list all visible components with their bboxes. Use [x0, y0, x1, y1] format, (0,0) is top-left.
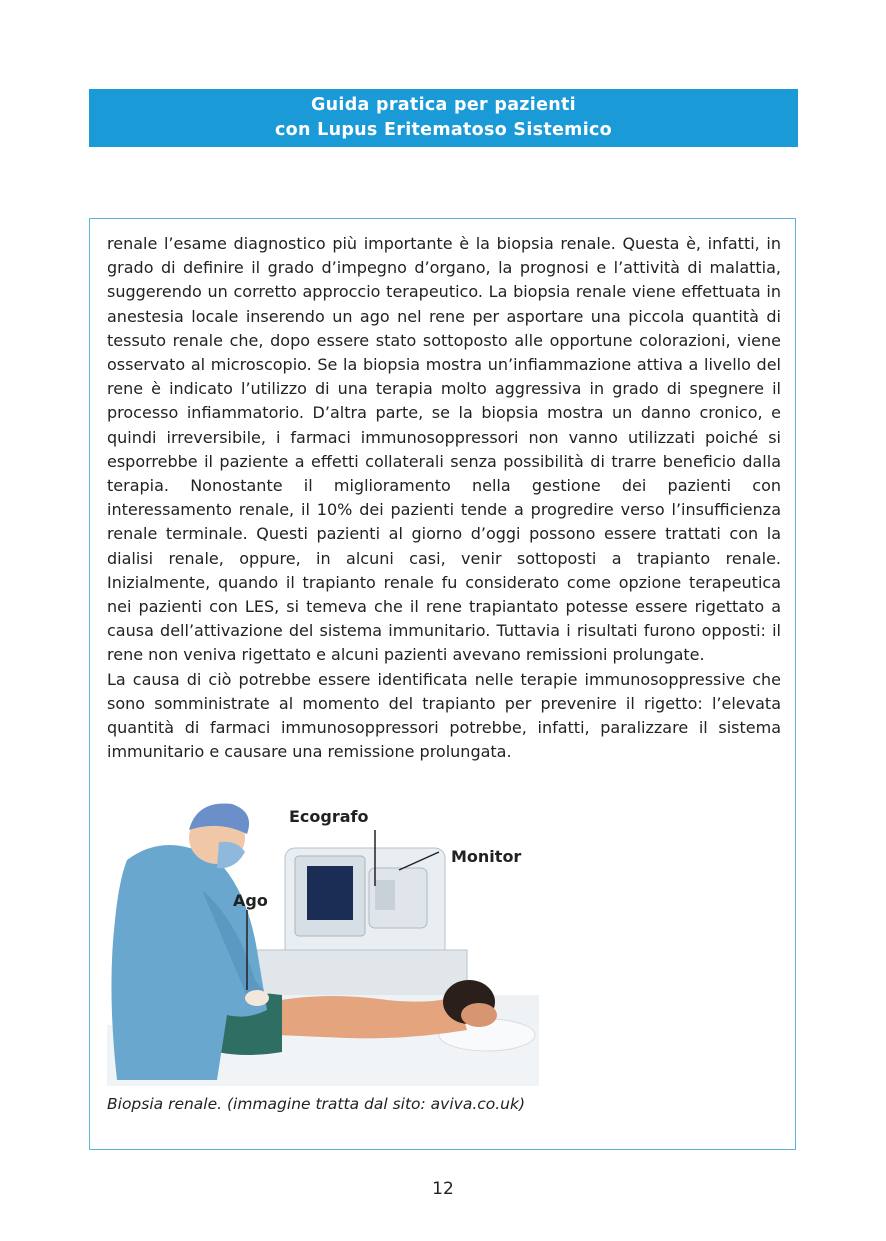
header-title-line2: con Lupus Eritematoso Sistemico	[274, 120, 612, 140]
kidney-biopsy-illustration	[107, 790, 539, 1086]
biopsy-scene-image	[107, 790, 539, 1086]
page-number: 12	[432, 1179, 454, 1199]
header-title-line1: Guida pratica per pazienti	[311, 95, 576, 115]
body-text	[107, 232, 781, 764]
document-header	[89, 89, 798, 147]
label-monitor: Monitor	[451, 847, 522, 866]
paragraph-2: La causa di ciò potrebbe essere identificata nelle terapie immunosoppressive che sono somministrate al momento del trapianto per prevenire il rigetto: l’elevata quantità di farmaci immunosoppressori potrebbe, infatti, paralizzare il sistema immunitario e causare una remissione prolungata.	[107, 669, 781, 762]
paragraph-1: renale l’esame diagnostico più importante è la biopsia renale. Questa è, infatti, in grado di definire il grado d’impegno d’organo, la prognosi e l’attività di malattia, suggerendo un corretto approccio terapeutico. La biopsia renale viene effettuata in anestesia locale inserendo un ago nel rene per asportare una piccola quantità di tessuto renale che, dopo essere stato sottoposto alle opportune colorazioni, viene osservato al microscopio. Se la biopsia mostra un’infiammazione attiva a livello del rene è indicato l’utilizzo di una terapia molto aggressiva in grado di spegnere il processo infiammatorio. D’altra parte, se la biopsia mostra un danno cronico, e quindi irreversibile, i farmaci immunosoppressori non vanno utilizzati poiché si esporrebbe il paziente a effetti collaterali senza possibilità di trarre beneficio dalla terapia. Nonostante il miglioramento nella gestione dei pazienti con interessamento renale, il 10% dei pazienti tende a progredire verso l’insufficienza renale terminale. Questi pazienti al giorno d’oggi possono essere trattati con la dialisi renale, oppure, in alcuni casi, venir sottoposti a trapianto renale. Inizialmente, quando il trapianto renale fu considerato come opzione terapeutica nei pazienti con LES, si temeva che il rene trapiantato potesse essere rigettato a causa dell’attivazione del sistema immunitario. Tuttavia i risultati furono opposti: il rene non veniva rigettato e alcuni pazienti avevano remissioni prolungate.	[107, 234, 781, 665]
label-ecografo: Ecografo	[289, 807, 369, 826]
figure-caption: Biopsia renale. (immagine tratta dal sito: aviva.co.uk)	[107, 1095, 526, 1113]
label-ago: Ago	[233, 891, 268, 910]
